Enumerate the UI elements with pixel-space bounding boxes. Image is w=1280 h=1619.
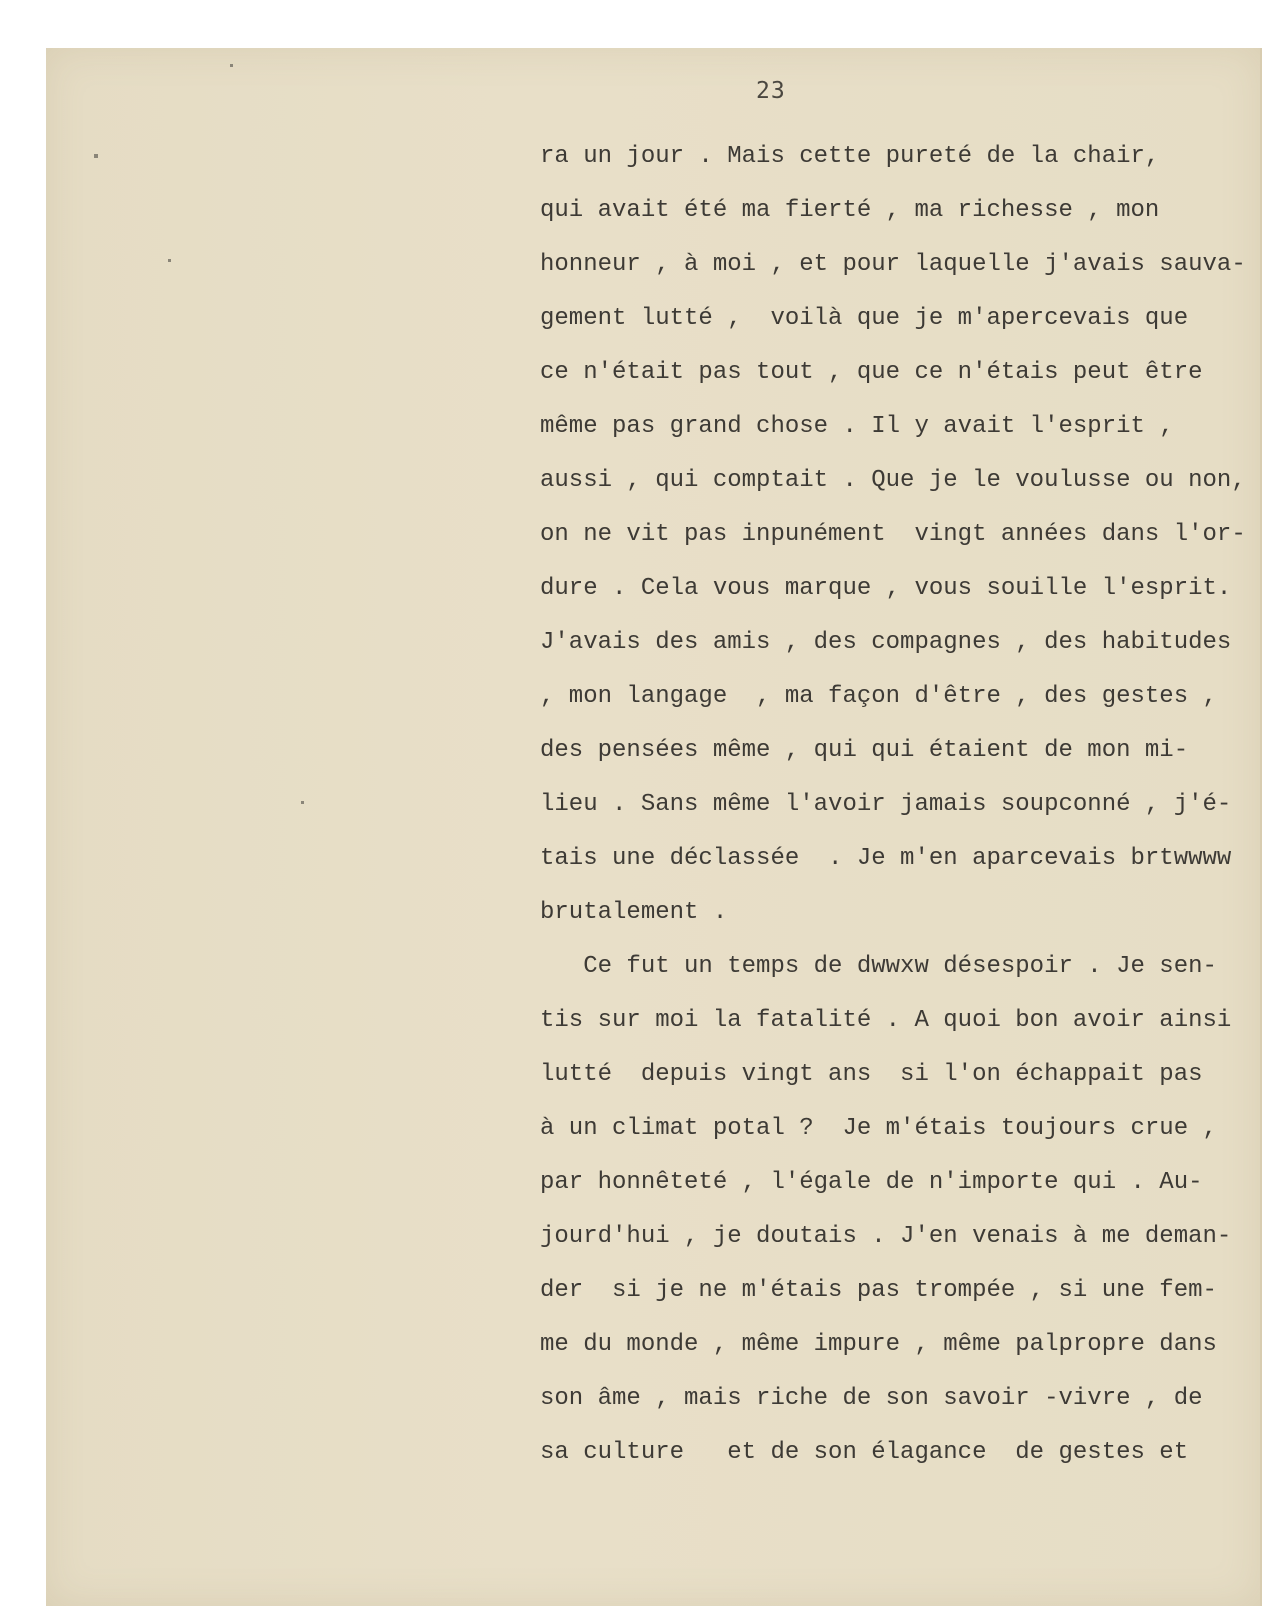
text-line: tis sur moi la fatalité . A quoi bon avoir ainsi [540, 1007, 1232, 1034]
text-line: Ce fut un temps de dwwxw désespoir . Je sen- [540, 953, 1217, 980]
text-line: gement lutté , voilà que je m'apercevais que [540, 305, 1189, 332]
text-line: lutté depuis vingt ans si l'on échappait pas [540, 1061, 1203, 1088]
text-line: brutalement . [540, 899, 728, 926]
text-line: même pas grand chose . Il y avait l'esprit , [540, 413, 1174, 440]
ink-speck [301, 801, 304, 804]
text-line: der si je ne m'étais pas trompée , si une fem- [540, 1277, 1217, 1304]
text-line: lieu . Sans même l'avoir jamais soupconné , j'é- [540, 791, 1232, 818]
text-line: sa culture et de son élagance de gestes et [540, 1439, 1189, 1466]
text-line: par honnêteté , l'égale de n'importe qui . Au- [540, 1169, 1203, 1196]
text-line: des pensées même , qui qui étaient de mon mi- [540, 737, 1189, 764]
text-line: à un climat potal ? Je m'étais toujours crue , [540, 1115, 1217, 1142]
ink-speck [230, 64, 233, 67]
text-line: J'avais des amis , des compagnes , des habitudes [540, 629, 1232, 656]
text-line: , mon langage , ma façon d'être , des gestes , [540, 683, 1217, 710]
text-line: jourd'hui , je doutais . J'en venais à me deman- [540, 1223, 1232, 1250]
text-line: son âme , mais riche de son savoir -vivre , de [540, 1385, 1203, 1412]
page-number: 23 [756, 78, 786, 104]
text-line: on ne vit pas inpunément vingt années dans l'or- [540, 521, 1246, 548]
ink-speck [94, 154, 98, 158]
text-line: tais une déclassée . Je m'en aparcevais brtwwww [540, 845, 1232, 872]
ink-speck [168, 259, 171, 262]
text-line: ra un jour . Mais cette pureté de la chair, [540, 143, 1160, 170]
text-line: honneur , à moi , et pour laquelle j'avais sauva- [540, 251, 1246, 278]
text-line: ce n'était pas tout , que ce n'étais peut être [540, 359, 1203, 386]
text-line: qui avait été ma fierté , ma richesse , mon [540, 197, 1160, 224]
text-line: dure . Cela vous marque , vous souille l'esprit. [540, 575, 1232, 602]
text-line: me du monde , même impure , même palpropre dans [540, 1331, 1217, 1358]
text-line: aussi , qui comptait . Que je le voulusse ou non, [540, 467, 1246, 494]
